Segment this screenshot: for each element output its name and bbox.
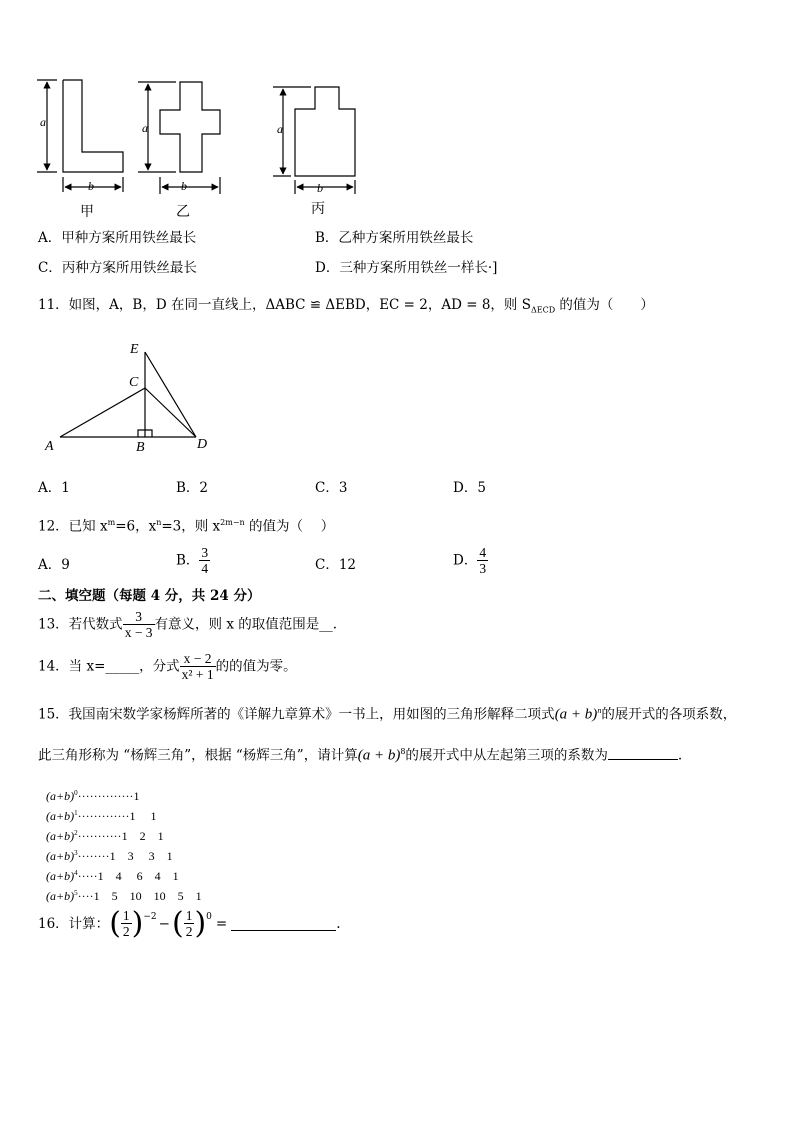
q15-line1-text: 15．我国南宋数学家杨辉所著的《详解九章算术》一书上，用如图的三角形解释二项式 — [38, 706, 555, 723]
q16-fraction-2 — [184, 908, 195, 939]
q15-answer-blank[interactable] — [608, 759, 678, 760]
fraction-numerator: x − 2 — [180, 651, 216, 667]
fraction-numerator: 3 — [123, 609, 155, 625]
fraction-denominator: 2 — [122, 924, 130, 939]
yanghui-coefficients: 1 5 10 10 5 1 — [93, 889, 202, 903]
yanghui-row — [46, 885, 202, 905]
q15-line2 — [38, 743, 682, 765]
q16-stem — [38, 905, 341, 941]
yanghui-exponent: 3 — [74, 849, 78, 857]
figure-bing-shape — [273, 87, 355, 194]
q12-stem — [38, 514, 334, 536]
yanghui-leader-dots: ··········· — [77, 829, 122, 843]
q12-text-2: =6，x — [115, 518, 157, 535]
q12-text-3: =3，则 x — [161, 518, 221, 535]
q11-stem-tail: 的值为（ ） — [555, 297, 654, 313]
yanghui-coefficients: 1 — [133, 789, 140, 803]
q15-line2-expr: (a + b) — [357, 747, 401, 764]
q16-end: . — [336, 915, 341, 932]
q12-text-4: 的值为（ ） — [244, 518, 335, 535]
figure-jia-l-shape — [37, 80, 123, 192]
q16-term-2 — [171, 905, 212, 941]
fraction-numerator: 1 — [185, 908, 193, 923]
yanghui-triangle — [46, 785, 202, 905]
q15-line1-exp: n — [597, 706, 602, 715]
q12-exp-2m-n: 2m−n — [220, 518, 245, 527]
q12-option-c: C．12 — [315, 557, 357, 573]
q16-equals: = — [215, 915, 228, 932]
yanghui-exponent: 2 — [74, 829, 78, 837]
yanghui-leader-dots: ·············· — [77, 789, 134, 803]
q11-point-d: D — [197, 437, 208, 452]
figure-bing-label-a: a — [277, 122, 283, 136]
yanghui-coefficients: 1 2 1 — [121, 829, 164, 843]
q12-option-d-prefix: D． — [453, 552, 478, 569]
q14-fraction — [180, 651, 216, 682]
q14-answer-blank[interactable]: _____ — [105, 658, 140, 675]
fraction-denominator: 2 — [185, 924, 193, 939]
q11-stem — [38, 296, 654, 320]
q16-prefix: 16．计算： — [38, 915, 110, 932]
q11-point-e: E — [130, 342, 139, 357]
yanghui-row — [46, 865, 202, 885]
q13-stem — [38, 609, 337, 640]
q14-stem — [38, 651, 297, 682]
q12-option-d-fraction — [477, 545, 488, 576]
left-paren: ( — [171, 905, 184, 941]
figure-jia-label-b: b — [88, 179, 94, 193]
yanghui-exponent: 1 — [74, 809, 78, 817]
q10-figures — [30, 72, 390, 222]
q12-option-b — [176, 545, 210, 576]
q12-exp-m: m — [107, 518, 116, 527]
q13-prefix: 13．若代数式 — [38, 616, 123, 633]
yanghui-binomial: (a+b) — [46, 869, 75, 883]
fraction-denominator: x − 3 — [124, 625, 153, 640]
yanghui-binomial: (a+b) — [46, 889, 75, 903]
figure-bing-label-b: b — [317, 181, 323, 195]
fraction-numerator: 1 — [122, 908, 130, 923]
q15-line2-text: 此三角形称为 “杨辉三角”，根据 “杨辉三角”，请计算 — [38, 747, 358, 764]
yanghui-binomial: (a+b) — [46, 809, 75, 823]
figure-bing-caption: 丙 — [311, 201, 325, 217]
q15-line1 — [38, 702, 736, 724]
q11-point-c: C — [129, 375, 139, 390]
q10-option-a: A．甲种方案所用铁丝最长 — [38, 230, 197, 246]
q15-line2-exp: 8 — [400, 747, 406, 756]
yanghui-row — [46, 785, 202, 805]
q14-suffix: 的的值为零。 — [215, 658, 297, 675]
fraction-numerator: 3 — [201, 545, 209, 560]
yanghui-leader-dots: ····· — [77, 869, 98, 883]
q14-mid: ，分式 — [139, 658, 180, 675]
figure-yi-caption: 乙 — [176, 204, 190, 220]
yanghui-exponent: 5 — [74, 889, 78, 897]
q15-line1-expr: (a + b) — [554, 706, 598, 723]
q15-line2-end: . — [677, 747, 683, 764]
line-ac — [60, 388, 145, 437]
yanghui-exponent: 0 — [74, 789, 78, 797]
yanghui-binomial: (a+b) — [46, 849, 75, 863]
q12-option-b-fraction — [199, 545, 210, 576]
yanghui-leader-dots: ············· — [77, 809, 130, 823]
q16-exp-2: 0 — [206, 912, 212, 922]
q10-option-c: C．丙种方案所用铁丝最长 — [38, 260, 197, 276]
q15-line1-tail: 的展开式的各项系数， — [601, 706, 737, 723]
q11-option-c: C．3 — [315, 480, 348, 496]
left-paren: ( — [109, 905, 121, 941]
q14-prefix: 14．当 x= — [38, 658, 106, 675]
q12-exp-n: n — [156, 518, 162, 527]
q11-point-b: B — [136, 440, 145, 455]
yanghui-coefficients: 1 1 — [129, 809, 157, 823]
fraction-denominator: 4 — [201, 561, 209, 576]
q16-answer-blank[interactable] — [231, 916, 336, 931]
yanghui-binomial: (a+b) — [46, 789, 75, 803]
q13-fraction — [123, 609, 155, 640]
q16-exp-1: −2 — [143, 912, 157, 922]
section2-heading: 二、填空题（每题 4 分，共 24 分） — [38, 588, 261, 604]
q11-option-b: B．2 — [176, 480, 209, 496]
q16-fraction-1 — [121, 908, 132, 939]
right-paren: ) — [131, 905, 144, 941]
figure-jia-caption: 甲 — [80, 204, 94, 220]
fraction-denominator: x² + 1 — [181, 667, 214, 682]
figure-jia-label-a: a — [40, 115, 46, 129]
yanghui-coefficients: 1 4 6 4 1 — [97, 869, 179, 883]
line-ed — [145, 352, 196, 437]
q11-option-a: A．1 — [38, 480, 70, 496]
fraction-denominator: 3 — [479, 561, 487, 576]
q16-term-1 — [109, 905, 157, 941]
yanghui-row — [46, 825, 202, 845]
right-paren: ) — [194, 905, 207, 941]
q15-line2-tail: 的展开式中从左起第三项的系数为 — [405, 747, 608, 764]
yanghui-exponent: 4 — [74, 869, 78, 877]
yanghui-row — [46, 845, 202, 865]
q12-option-b-prefix: B． — [176, 552, 200, 569]
figure-yi-label-a: a — [142, 121, 148, 135]
yanghui-coefficients: 1 3 3 1 — [109, 849, 173, 863]
q11-point-a: A — [45, 439, 54, 454]
q11-triangle-figure — [40, 340, 220, 460]
yanghui-leader-dots: ········ — [77, 849, 110, 863]
q10-option-b: B．乙种方案所用铁丝最长 — [315, 230, 474, 246]
figure-yi-label-b: b — [181, 179, 187, 193]
q12-option-d — [453, 545, 488, 576]
minus-sign: − — [158, 915, 170, 932]
fraction-numerator: 4 — [479, 545, 487, 560]
yanghui-binomial: (a+b) — [46, 829, 75, 843]
q11-stem-subscript: ΔECD — [530, 305, 556, 315]
yanghui-row — [46, 805, 202, 825]
q12-option-a: A．9 — [38, 557, 70, 573]
q12-text-1: 12．已知 x — [38, 518, 108, 535]
q13-suffix: 有意义，则 x 的取值范围是__. — [154, 616, 338, 633]
q11-option-d: D．5 — [453, 480, 486, 496]
q11-stem-text: 11．如图，A，B，D 在同一直线上，ΔABC ≌ ΔEBD，EC = 2，AD = 8，则 S — [38, 297, 531, 313]
q10-option-d: D．三种方案所用铁丝一样长·] — [315, 260, 498, 276]
figure-yi-cross — [138, 82, 220, 194]
yanghui-leader-dots: ···· — [77, 889, 94, 903]
